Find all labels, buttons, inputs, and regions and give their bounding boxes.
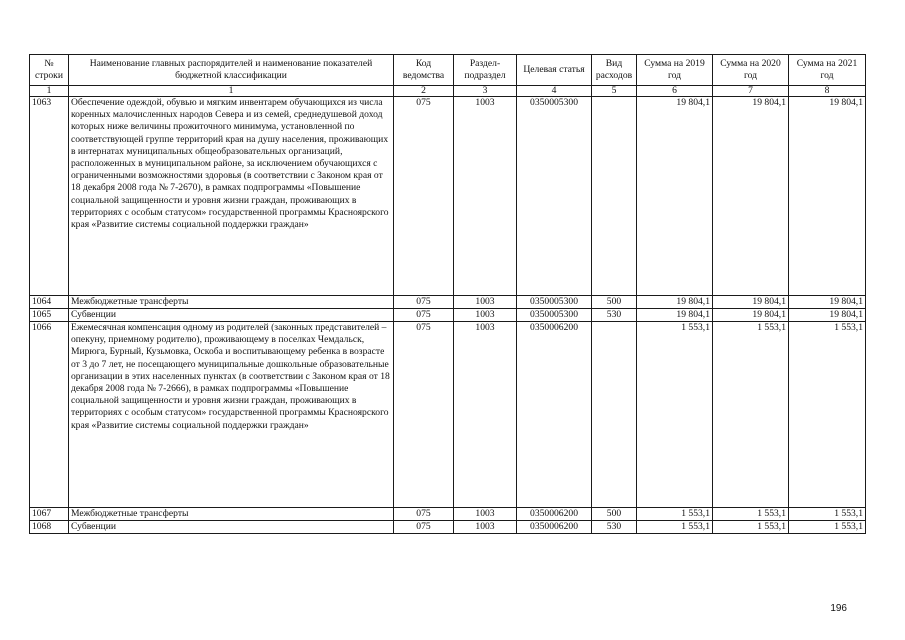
header-expense-kind: Вид расходов [592, 55, 637, 86]
expense-kind: 500 [592, 296, 637, 309]
expense-kind [592, 322, 637, 508]
table-row [30, 521, 866, 534]
row-name: Межбюджетные трансферты [69, 296, 394, 309]
expense-kind: 530 [592, 309, 637, 322]
sum-2020: 1 553,1 [713, 322, 789, 508]
row-number: 1063 [30, 97, 69, 296]
header-target-article: Целевая статья [517, 55, 592, 86]
row-number: 1065 [30, 309, 69, 322]
sum-2019: 1 553,1 [637, 322, 713, 508]
col-number: 1 [69, 86, 394, 97]
row-name: Обеспечение одеждой, обувью и мягким инвентарем обучающихся из числа коренных малочисленных народов Севера и из семей, среднедушевой доход которых ниже величины прожиточного минимума, установленной по соответствующей группе территорий края на душу населения, проживающих в интернатах муниципальных общеобразовательных организаций, расположенных в муниципальном районе, за исключением обучающихся с ограниченными возможностями здоровья (в соответствии с Законом края от 18 декабря 2008 года № 7-2670), в рамках подпрограммы «Повышение социальной защищенности и уровня жизни граждан, проживающих в территориях с особым статусом» государственной программы Красноярского края «Развитие системы социальной поддержки граждан» [69, 97, 394, 296]
table-row [30, 309, 866, 322]
sum-2021: 19 804,1 [789, 309, 866, 322]
row-number: 1068 [30, 521, 69, 534]
department-code: 075 [394, 508, 454, 521]
section-code: 1003 [454, 521, 517, 534]
col-number: 4 [517, 86, 592, 97]
header-sum-2019: Сумма на 2019 год [637, 55, 713, 86]
department-code: 075 [394, 309, 454, 322]
col-number: 1 [30, 86, 69, 97]
row-name: Субвенции [69, 521, 394, 534]
sum-2019: 1 553,1 [637, 521, 713, 534]
department-code: 075 [394, 97, 454, 296]
sum-2021: 1 553,1 [789, 508, 866, 521]
target-article: 0350006200 [517, 521, 592, 534]
table-row [30, 97, 866, 296]
sum-2021: 1 553,1 [789, 322, 866, 508]
sum-2019: 19 804,1 [637, 296, 713, 309]
sum-2019: 19 804,1 [637, 97, 713, 296]
target-article: 0350005300 [517, 309, 592, 322]
col-number: 6 [637, 86, 713, 97]
page-number: 196 [830, 603, 847, 614]
target-article: 0350005300 [517, 97, 592, 296]
sum-2019: 19 804,1 [637, 309, 713, 322]
row-number: 1067 [30, 508, 69, 521]
sum-2019: 1 553,1 [637, 508, 713, 521]
header-section: Раздел-подраздел [454, 55, 517, 86]
row-name: Ежемесячная компенсация одному из родителей (законных представителей – опекуну, приемному родителю), проживающему в поселках Чемдальск, Мирюга, Бурный, Кузьмовка, Оскоба и воспитывающему ребенка в возрасте от 3 до 7 лет, не посещающего муниципальные дошкольные образовательные организации в этих населенных пунктах (в соответствии с Законом края от 18 декабря 2008 года № 7-2666), в рамках подпрограммы «Повышение социальной защищенности и уровня жизни граждан, проживающих в территориях с особым статусом» государственной программы Красноярского края «Развитие системы социальной поддержки граждан» [69, 322, 394, 508]
sum-2020: 1 553,1 [713, 508, 789, 521]
section-code: 1003 [454, 508, 517, 521]
target-article: 0350006200 [517, 508, 592, 521]
expense-kind [592, 97, 637, 296]
target-article: 0350006200 [517, 322, 592, 508]
target-article: 0350005300 [517, 296, 592, 309]
col-number: 8 [789, 86, 866, 97]
col-number: 2 [394, 86, 454, 97]
sum-2021: 19 804,1 [789, 97, 866, 296]
header-row-number: № строки [30, 55, 69, 86]
table-row [30, 508, 866, 521]
sum-2020: 19 804,1 [713, 97, 789, 296]
row-number: 1066 [30, 322, 69, 508]
sum-2021: 1 553,1 [789, 521, 866, 534]
table-header-row [30, 55, 866, 86]
department-code: 075 [394, 322, 454, 508]
row-number: 1064 [30, 296, 69, 309]
section-code: 1003 [454, 97, 517, 296]
col-number: 7 [713, 86, 789, 97]
section-code: 1003 [454, 296, 517, 309]
table-row [30, 296, 866, 309]
col-number: 5 [592, 86, 637, 97]
department-code: 075 [394, 296, 454, 309]
section-code: 1003 [454, 309, 517, 322]
header-sum-2021: Сумма на 2021 год [789, 55, 866, 86]
sum-2020: 19 804,1 [713, 296, 789, 309]
table-row [30, 322, 866, 508]
col-number: 3 [454, 86, 517, 97]
sum-2020: 1 553,1 [713, 521, 789, 534]
header-department-code: Код ведомства [394, 55, 454, 86]
row-name: Межбюджетные трансферты [69, 508, 394, 521]
budget-table [29, 54, 866, 534]
department-code: 075 [394, 521, 454, 534]
header-sum-2020: Сумма на 2020 год [713, 55, 789, 86]
sum-2021: 19 804,1 [789, 296, 866, 309]
expense-kind: 500 [592, 508, 637, 521]
column-number-row [30, 86, 866, 97]
header-name: Наименование главных распорядителей и наименование показателей бюджетной классификации [69, 55, 394, 86]
expense-kind: 530 [592, 521, 637, 534]
row-name: Субвенции [69, 309, 394, 322]
section-code: 1003 [454, 322, 517, 508]
sum-2020: 19 804,1 [713, 309, 789, 322]
